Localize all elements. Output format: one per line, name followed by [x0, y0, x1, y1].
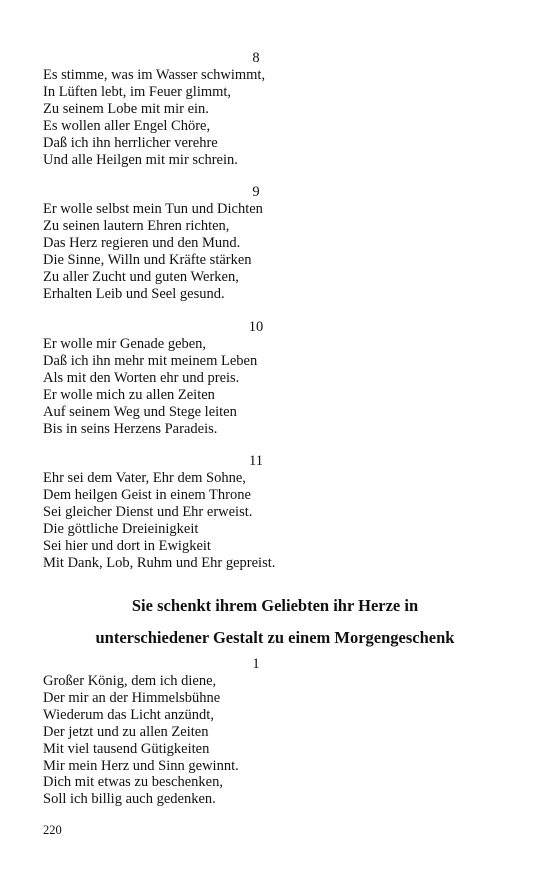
verse-line: Als mit den Worten ehr und preis.	[43, 369, 240, 386]
verse-line: Das Herz regieren und den Mund.	[43, 234, 241, 251]
verse-line: Mit Dank, Lob, Ruhm und Ehr gepreist.	[43, 554, 276, 571]
verse-line: Dem heilgen Geist in einem Throne	[43, 486, 251, 503]
stanza-number: 1	[252, 656, 260, 672]
stanza-number: 8	[252, 50, 260, 66]
verse-line: Auf seinem Weg und Stege leiten	[43, 403, 237, 420]
verse-line: Zu seinem Lobe mit mir ein.	[43, 100, 209, 117]
poem-title-line-1: Sie schenkt ihrem Geliebten ihr Herze in	[131, 596, 419, 615]
verse-line: Mit viel tausend Gütigkeiten	[43, 740, 210, 757]
verse-line: Bis in seins Herzens Paradeis.	[43, 420, 218, 437]
stanza-number: 10	[248, 319, 264, 335]
verse-line: Zu seinen lautern Ehren richten,	[43, 217, 230, 234]
stanza-number: 11	[249, 453, 263, 469]
verse-line: Mir mein Herz und Sinn gewinnt.	[43, 757, 239, 774]
verse-line: Es stimme, was im Wasser schwimmt,	[43, 67, 266, 83]
verse-line: Zu aller Zucht und guten Werken,	[43, 268, 239, 285]
verse-line: Es wollen aller Engel Chöre,	[43, 117, 211, 134]
verse-line: Wiederum das Licht anzündt,	[43, 706, 214, 723]
verse-line: Soll ich billig auch gedenken.	[43, 791, 216, 808]
verse-line: Dich mit etwas zu beschenken,	[43, 774, 223, 791]
verse-line: Die Sinne, Willn und Kräfte stärken	[43, 251, 252, 268]
verse-line: Der mir an der Himmelsbühne	[43, 689, 221, 706]
verse-line: Großer König, dem ich diene,	[43, 673, 217, 689]
verse-line: Erhalten Leib und Seel gesund.	[43, 285, 225, 302]
verse-line: Daß ich ihn mehr mit meinem Leben	[43, 352, 258, 369]
page-number: 220	[43, 823, 62, 837]
poem-title-line-2: unterschiedener Gestalt zu einem Morgengeschenk	[95, 628, 455, 647]
verse-line: Er wolle mir Genade geben,	[43, 336, 207, 352]
verse-line: Und alle Heilgen mit mir schrein.	[43, 151, 238, 168]
verse-line: Die göttliche Dreieinigkeit	[43, 520, 199, 537]
verse-line: Sei hier und dort in Ewigkeit	[43, 537, 211, 554]
verse-line: Er wolle mich zu allen Zeiten	[43, 386, 215, 403]
verse-line: In Lüften lebt, im Feuer glimmt,	[43, 83, 232, 100]
verse-line: Sei gleicher Dienst und Ehr erweist.	[43, 503, 253, 520]
verse-line: Ehr sei dem Vater, Ehr dem Sohne,	[43, 470, 246, 486]
verse-line: Daß ich ihn herrlicher verehre	[43, 134, 218, 151]
verse-line: Der jetzt und zu allen Zeiten	[43, 723, 209, 740]
stanza-number: 9	[252, 184, 260, 200]
verse-line: Er wolle selbst mein Tun und Dichten	[43, 201, 263, 217]
